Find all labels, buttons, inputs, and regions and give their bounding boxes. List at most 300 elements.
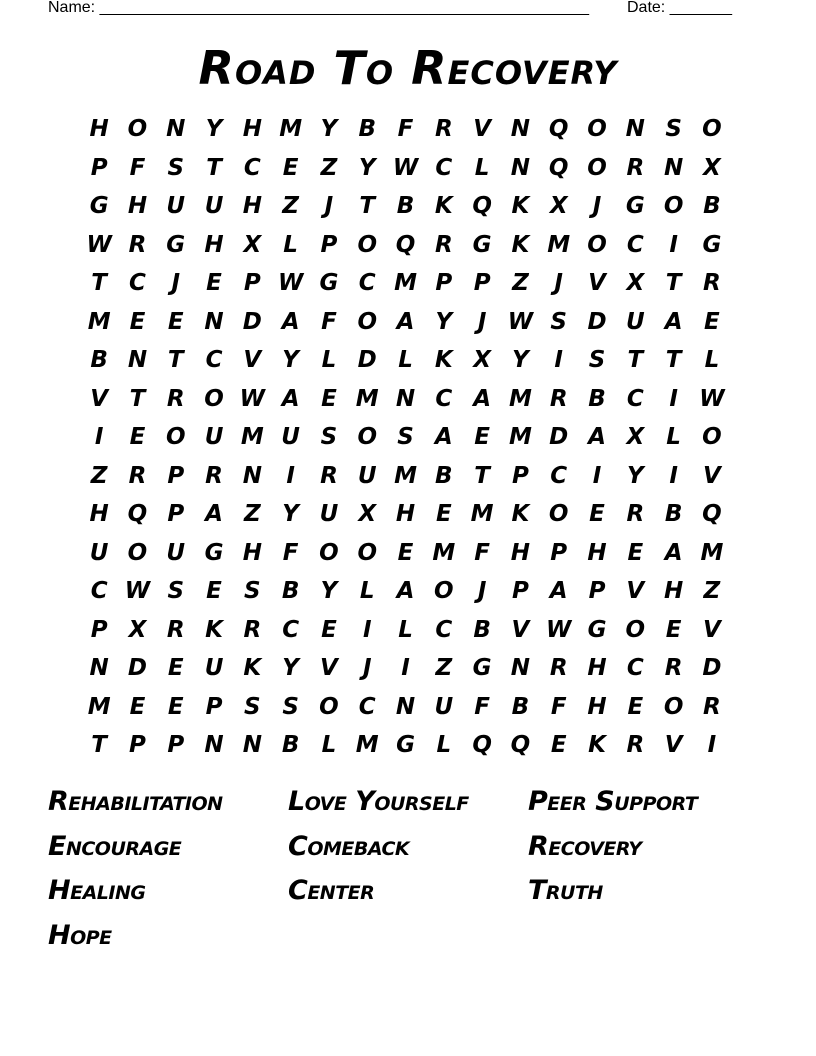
grid-letter[interactable]: C bbox=[358, 270, 376, 296]
grid-letter[interactable]: O bbox=[127, 116, 148, 142]
grid-letter[interactable]: G bbox=[702, 231, 722, 258]
grid-letter[interactable]: F bbox=[129, 154, 146, 181]
grid-letter[interactable]: M bbox=[700, 539, 724, 566]
grid-letter[interactable]: K bbox=[434, 347, 453, 373]
grid-letter[interactable]: C bbox=[550, 462, 568, 489]
grid-letter[interactable]: S bbox=[244, 578, 261, 604]
grid-letter[interactable]: E bbox=[321, 385, 337, 412]
grid-letter[interactable]: P bbox=[435, 270, 453, 296]
grid-letter[interactable]: P bbox=[511, 578, 529, 604]
grid-letter[interactable]: M bbox=[394, 270, 417, 296]
grid-letter[interactable]: M bbox=[394, 462, 417, 489]
grid-letter[interactable]: N bbox=[625, 116, 645, 142]
grid-letter[interactable]: I bbox=[592, 462, 602, 489]
grid-letter[interactable]: D bbox=[242, 308, 262, 335]
grid-letter[interactable]: O bbox=[663, 193, 684, 219]
grid-letter[interactable]: E bbox=[167, 308, 184, 335]
grid-letter[interactable]: Y bbox=[282, 655, 299, 681]
grid-letter[interactable]: L bbox=[474, 154, 490, 181]
grid-letter[interactable]: T bbox=[167, 347, 184, 373]
grid-letter[interactable]: U bbox=[357, 462, 377, 489]
grid-letter[interactable]: R bbox=[128, 462, 147, 489]
grid-letter[interactable]: W bbox=[239, 385, 266, 412]
grid-letter[interactable]: R bbox=[664, 655, 683, 681]
grid-letter[interactable]: D bbox=[357, 347, 377, 373]
grid-letter[interactable]: S bbox=[167, 154, 185, 181]
grid-letter[interactable]: C bbox=[435, 154, 453, 181]
grid-letter[interactable]: I bbox=[669, 462, 678, 489]
grid-letter[interactable]: Q bbox=[127, 501, 148, 527]
grid-letter[interactable]: V bbox=[473, 116, 492, 142]
grid-letter[interactable]: Z bbox=[282, 193, 299, 219]
grid-letter[interactable]: E bbox=[627, 539, 644, 566]
grid-letter[interactable]: Y bbox=[435, 308, 453, 335]
grid-letter[interactable]: H bbox=[587, 539, 607, 566]
grid-letter[interactable]: R bbox=[434, 116, 453, 142]
grid-letter[interactable]: O bbox=[702, 424, 722, 450]
grid-letter[interactable]: L bbox=[321, 347, 337, 373]
grid-letter[interactable]: L bbox=[398, 616, 413, 643]
grid-letter[interactable]: H bbox=[510, 539, 531, 566]
grid-letter[interactable]: N bbox=[204, 308, 224, 335]
grid-letter[interactable]: G bbox=[396, 732, 415, 758]
name-field[interactable]: Name: _______________________________________________________ bbox=[48, 0, 589, 16]
grid-letter[interactable]: C bbox=[243, 154, 261, 181]
grid-letter[interactable]: R bbox=[166, 385, 185, 412]
grid-letter[interactable]: N bbox=[663, 154, 684, 181]
grid-letter[interactable]: X bbox=[549, 193, 568, 219]
grid-letter[interactable]: W bbox=[507, 308, 534, 335]
grid-letter[interactable]: H bbox=[242, 116, 262, 142]
grid-letter[interactable]: W bbox=[699, 385, 725, 412]
grid-letter[interactable]: R bbox=[626, 501, 645, 527]
grid-letter[interactable]: A bbox=[549, 578, 568, 604]
grid-letter[interactable]: T bbox=[665, 347, 682, 373]
grid-letter[interactable]: A bbox=[664, 539, 683, 566]
grid-letter[interactable]: A bbox=[281, 385, 300, 412]
grid-letter[interactable]: O bbox=[357, 424, 377, 450]
grid-letter[interactable]: U bbox=[204, 193, 224, 219]
grid-letter[interactable]: V bbox=[90, 385, 109, 412]
grid-letter[interactable]: T bbox=[129, 385, 146, 412]
grid-row bbox=[80, 264, 731, 303]
grid-letter[interactable]: E bbox=[129, 424, 146, 450]
grid-letter[interactable]: J bbox=[554, 270, 563, 296]
grid-letter[interactable]: S bbox=[320, 424, 338, 450]
grid-letter[interactable]: X bbox=[243, 231, 262, 258]
grid-row bbox=[80, 534, 731, 573]
grid-letter[interactable]: A bbox=[473, 385, 492, 412]
grid-letter[interactable]: H bbox=[127, 193, 148, 219]
grid-letter[interactable]: C bbox=[626, 385, 644, 412]
grid-letter[interactable]: B bbox=[703, 193, 721, 219]
grid-letter[interactable]: M bbox=[508, 424, 532, 450]
grid-letter[interactable]: P bbox=[167, 732, 185, 758]
grid-letter[interactable]: R bbox=[703, 693, 721, 720]
grid-letter[interactable]: H bbox=[587, 655, 607, 681]
grid-letter[interactable]: J bbox=[362, 655, 372, 681]
grid-letter[interactable]: F bbox=[550, 693, 567, 720]
grid-letter[interactable]: O bbox=[587, 116, 607, 142]
grid-row bbox=[80, 726, 731, 765]
grid-letter[interactable]: I bbox=[362, 616, 372, 643]
grid-letter[interactable]: S bbox=[397, 424, 414, 450]
grid-letter[interactable]: R bbox=[549, 655, 568, 681]
grid-letter[interactable]: I bbox=[707, 732, 717, 758]
grid-letter[interactable]: P bbox=[320, 231, 338, 258]
grid-letter[interactable]: Y bbox=[358, 154, 376, 181]
grid-letter[interactable]: G bbox=[166, 231, 186, 258]
grid-letter[interactable]: A bbox=[396, 308, 415, 335]
grid-letter[interactable]: O bbox=[319, 539, 339, 566]
grid-letter[interactable]: V bbox=[702, 616, 721, 643]
grid-letter[interactable]: E bbox=[129, 693, 146, 720]
grid-letter[interactable]: H bbox=[242, 193, 262, 219]
grid-letter[interactable]: T bbox=[206, 154, 222, 181]
grid-letter[interactable]: M bbox=[87, 308, 111, 335]
grid-letter[interactable]: K bbox=[511, 231, 530, 258]
grid-letter[interactable]: E bbox=[167, 693, 184, 720]
grid-letter[interactable]: S bbox=[244, 693, 261, 720]
grid-letter[interactable]: H bbox=[242, 539, 262, 566]
grid-letter[interactable]: V bbox=[626, 578, 645, 604]
grid-letter[interactable]: I bbox=[94, 424, 104, 450]
grid-letter[interactable]: O bbox=[204, 385, 224, 412]
grid-letter[interactable]: E bbox=[129, 308, 146, 335]
grid-letter[interactable]: W bbox=[86, 231, 112, 258]
grid-letter[interactable]: O bbox=[587, 154, 607, 181]
grid-letter[interactable]: B bbox=[396, 193, 415, 219]
grid-letter[interactable]: U bbox=[166, 193, 186, 219]
grid-letter[interactable]: L bbox=[359, 578, 375, 604]
date-field[interactable]: Date: _______ bbox=[627, 0, 732, 16]
grid-letter[interactable]: S bbox=[550, 308, 567, 335]
word-list-item: Healing bbox=[48, 875, 146, 906]
grid-letter[interactable]: Y bbox=[626, 462, 644, 489]
word-list-item: Hope bbox=[48, 919, 112, 951]
grid-letter[interactable]: P bbox=[167, 501, 185, 527]
grid-letter[interactable]: B bbox=[588, 385, 606, 412]
grid-letter[interactable]: E bbox=[321, 616, 337, 643]
grid-letter[interactable]: D bbox=[549, 424, 569, 450]
grid-letter[interactable]: E bbox=[704, 308, 720, 335]
grid-letter[interactable]: O bbox=[357, 231, 377, 258]
grid-letter[interactable]: O bbox=[434, 578, 454, 604]
grid-letter[interactable]: I bbox=[554, 347, 563, 373]
grid-letter[interactable]: K bbox=[511, 193, 530, 219]
grid-letter[interactable]: O bbox=[165, 424, 186, 450]
grid-letter[interactable]: C bbox=[626, 231, 644, 258]
grid-letter[interactable]: D bbox=[127, 655, 147, 681]
grid-letter[interactable]: N bbox=[395, 693, 416, 720]
grid-letter[interactable]: Y bbox=[282, 347, 299, 373]
grid-letter[interactable]: R bbox=[549, 385, 568, 412]
grid-letter[interactable]: K bbox=[511, 501, 530, 527]
grid-letter[interactable]: E bbox=[397, 539, 414, 566]
grid-letter[interactable]: C bbox=[205, 347, 223, 373]
grid-letter[interactable]: N bbox=[242, 462, 262, 489]
grid-letter[interactable]: U bbox=[319, 501, 339, 527]
grid-letter[interactable]: F bbox=[282, 539, 299, 566]
grid-letter[interactable]: N bbox=[242, 732, 262, 758]
grid-letter[interactable]: U bbox=[204, 424, 224, 450]
grid-letter[interactable]: O bbox=[702, 116, 722, 142]
grid-letter[interactable]: M bbox=[432, 539, 456, 566]
grid-letter[interactable]: J bbox=[171, 270, 181, 296]
grid-letter[interactable]: E bbox=[167, 655, 184, 681]
grid-letter[interactable]: H bbox=[663, 578, 684, 604]
grid-letter[interactable]: C bbox=[282, 616, 300, 643]
grid-letter[interactable]: H bbox=[89, 501, 109, 527]
grid-letter[interactable]: O bbox=[548, 501, 569, 527]
grid-letter[interactable]: E bbox=[550, 732, 567, 758]
grid-letter[interactable]: Z bbox=[243, 501, 261, 527]
grid-letter[interactable]: N bbox=[510, 154, 531, 181]
grid-letter[interactable]: W bbox=[277, 270, 304, 296]
grid-letter[interactable]: Q bbox=[472, 732, 492, 758]
grid-letter[interactable]: V bbox=[588, 270, 606, 296]
grid-letter[interactable]: T bbox=[474, 462, 490, 489]
grid-letter[interactable]: P bbox=[90, 154, 108, 181]
grid-letter[interactable]: J bbox=[477, 578, 487, 604]
grid-letter[interactable]: G bbox=[472, 231, 492, 258]
grid-letter[interactable]: P bbox=[511, 462, 529, 489]
grid-letter[interactable]: T bbox=[91, 732, 107, 758]
grid-letter[interactable]: G bbox=[625, 193, 645, 219]
grid-letter[interactable]: D bbox=[587, 308, 607, 335]
grid-letter[interactable]: B bbox=[435, 462, 453, 489]
grid-letter[interactable]: V bbox=[320, 655, 338, 681]
grid-letter[interactable]: E bbox=[589, 501, 605, 527]
grid-letter[interactable]: R bbox=[626, 154, 645, 181]
grid-letter[interactable]: B bbox=[90, 347, 108, 373]
grid-letter[interactable]: H bbox=[89, 116, 109, 142]
grid-letter[interactable]: R bbox=[166, 616, 185, 643]
grid-letter[interactable]: B bbox=[358, 116, 376, 142]
grid-letter[interactable]: P bbox=[550, 539, 568, 566]
grid-letter[interactable]: O bbox=[357, 539, 377, 566]
grid-letter[interactable]: C bbox=[435, 385, 453, 412]
grid-letter[interactable]: X bbox=[626, 424, 645, 450]
grid-letter[interactable]: W bbox=[392, 154, 419, 181]
grid-letter[interactable]: A bbox=[205, 501, 223, 527]
grid-letter[interactable]: P bbox=[129, 732, 146, 758]
grid-letter[interactable]: O bbox=[587, 231, 607, 258]
grid-letter[interactable]: N bbox=[127, 347, 148, 373]
grid-letter[interactable]: Y bbox=[320, 116, 338, 142]
grid-letter[interactable]: K bbox=[588, 732, 606, 758]
grid-letter[interactable]: G bbox=[204, 539, 224, 566]
grid-row bbox=[80, 341, 731, 380]
grid-letter[interactable]: S bbox=[588, 347, 606, 373]
grid-letter[interactable]: R bbox=[205, 462, 223, 489]
grid-letter[interactable]: Z bbox=[435, 655, 453, 681]
grid-letter[interactable]: Q bbox=[548, 116, 569, 142]
grid-letter[interactable]: C bbox=[129, 270, 146, 296]
grid-letter[interactable]: P bbox=[167, 462, 185, 489]
grid-letter[interactable]: X bbox=[358, 501, 377, 527]
grid-letter[interactable]: I bbox=[669, 385, 678, 412]
grid-letter[interactable]: R bbox=[703, 270, 721, 296]
grid-letter[interactable]: P bbox=[90, 616, 108, 643]
grid-letter[interactable]: A bbox=[434, 424, 453, 450]
grid-letter[interactable]: P bbox=[243, 270, 261, 296]
grid-letter[interactable]: Z bbox=[90, 462, 108, 489]
grid-letter[interactable]: C bbox=[435, 616, 453, 643]
grid-letter[interactable]: P bbox=[473, 270, 491, 296]
grid-letter[interactable]: C bbox=[358, 693, 376, 720]
grid-letter[interactable]: M bbox=[355, 385, 379, 412]
grid-letter[interactable]: E bbox=[206, 578, 222, 604]
grid-letter[interactable]: I bbox=[669, 231, 678, 258]
grid-letter[interactable]: Q bbox=[548, 154, 569, 181]
grid-letter[interactable]: U bbox=[166, 539, 186, 566]
grid-letter[interactable]: G bbox=[472, 655, 492, 681]
grid-letter[interactable]: M bbox=[355, 732, 379, 758]
grid-letter[interactable]: I bbox=[286, 462, 295, 489]
grid-letter[interactable]: A bbox=[281, 308, 300, 335]
grid-letter[interactable]: B bbox=[511, 693, 530, 720]
grid-letter[interactable]: U bbox=[625, 308, 645, 335]
grid-letter[interactable]: Q bbox=[472, 193, 492, 219]
grid-letter[interactable]: M bbox=[279, 116, 303, 142]
grid-letter[interactable]: E bbox=[474, 424, 490, 450]
grid-letter[interactable]: R bbox=[434, 231, 453, 258]
grid-letter[interactable]: A bbox=[664, 308, 683, 335]
grid-letter[interactable]: L bbox=[398, 347, 413, 373]
grid-letter[interactable]: J bbox=[592, 193, 602, 219]
grid-letter[interactable]: W bbox=[124, 578, 151, 604]
grid-letter[interactable]: O bbox=[127, 539, 148, 566]
grid-letter[interactable]: O bbox=[319, 693, 339, 720]
grid-letter[interactable]: O bbox=[625, 616, 646, 643]
grid-letter[interactable]: N bbox=[510, 116, 531, 142]
grid-letter[interactable]: M bbox=[547, 231, 571, 258]
grid-letter[interactable]: T bbox=[91, 270, 107, 296]
grid-letter[interactable]: L bbox=[704, 347, 720, 373]
grid-letter[interactable]: C bbox=[626, 655, 644, 681]
grid-letter[interactable]: M bbox=[240, 424, 264, 450]
grid-letter[interactable]: E bbox=[665, 616, 682, 643]
grid-letter[interactable]: R bbox=[128, 231, 147, 258]
grid-letter[interactable]: Z bbox=[320, 154, 338, 181]
grid-letter[interactable]: N bbox=[510, 655, 531, 681]
grid-letter[interactable]: U bbox=[434, 693, 454, 720]
grid-letter[interactable]: S bbox=[665, 116, 682, 142]
grid-letter[interactable]: G bbox=[319, 270, 339, 296]
grid-letter[interactable]: X bbox=[626, 270, 645, 296]
grid-letter[interactable]: Y bbox=[320, 578, 338, 604]
grid-letter[interactable]: C bbox=[90, 578, 108, 604]
grid-letter[interactable]: Q bbox=[702, 501, 722, 527]
grid-letter[interactable]: L bbox=[666, 424, 681, 450]
grid-letter[interactable]: R bbox=[243, 616, 262, 643]
grid-letter[interactable]: B bbox=[473, 616, 491, 643]
grid-letter[interactable]: K bbox=[205, 616, 223, 643]
grid-letter[interactable]: T bbox=[359, 193, 376, 219]
grid-letter[interactable]: N bbox=[395, 385, 416, 412]
grid-letter[interactable]: N bbox=[166, 116, 186, 142]
grid-letter[interactable]: H bbox=[587, 693, 607, 720]
grid-letter[interactable]: B bbox=[281, 578, 300, 604]
grid-letter[interactable]: U bbox=[204, 655, 224, 681]
word-list-item: Love Yourself bbox=[288, 786, 469, 817]
grid-letter[interactable]: E bbox=[627, 693, 644, 720]
grid-letter[interactable]: V bbox=[702, 462, 721, 489]
grid-letter[interactable]: U bbox=[281, 424, 300, 450]
grid-letter[interactable]: S bbox=[282, 693, 299, 720]
grid-letter[interactable]: F bbox=[397, 116, 414, 142]
grid-letter[interactable]: W bbox=[546, 616, 572, 643]
grid-letter[interactable]: X bbox=[473, 347, 491, 373]
grid-letter[interactable]: F bbox=[474, 693, 490, 720]
grid-letter[interactable]: N bbox=[89, 655, 109, 681]
grid-letter[interactable]: K bbox=[434, 193, 453, 219]
grid-letter[interactable]: H bbox=[395, 501, 416, 527]
grid-letter[interactable]: M bbox=[87, 693, 111, 720]
grid-letter[interactable]: L bbox=[436, 732, 452, 758]
word-list-item: Center bbox=[288, 875, 375, 906]
grid-letter[interactable]: F bbox=[321, 308, 337, 335]
word-list-item: Encourage bbox=[48, 830, 182, 862]
grid-letter[interactable]: J bbox=[324, 193, 334, 219]
grid-letter[interactable]: M bbox=[470, 501, 494, 527]
grid-letter[interactable]: R bbox=[626, 732, 645, 758]
grid-letter[interactable]: X bbox=[128, 616, 147, 643]
grid-letter[interactable]: D bbox=[702, 655, 722, 681]
grid-letter[interactable]: B bbox=[664, 501, 683, 527]
grid-letter[interactable]: Q bbox=[395, 231, 416, 258]
grid-letter[interactable]: X bbox=[703, 154, 721, 181]
grid-letter[interactable]: T bbox=[627, 347, 644, 373]
grid-letter[interactable]: L bbox=[283, 231, 298, 258]
grid-letter[interactable]: V bbox=[243, 347, 262, 373]
grid-letter[interactable]: Z bbox=[512, 270, 529, 296]
grid-letter[interactable]: L bbox=[321, 732, 337, 758]
grid-letter[interactable]: Y bbox=[512, 347, 529, 373]
grid-letter[interactable]: Y bbox=[282, 501, 299, 527]
grid-letter[interactable]: I bbox=[401, 655, 410, 681]
grid-letter[interactable]: A bbox=[396, 578, 415, 604]
grid-letter[interactable]: Y bbox=[205, 116, 223, 142]
grid-letter[interactable]: Q bbox=[510, 732, 531, 758]
grid-letter[interactable]: E bbox=[282, 154, 299, 181]
grid-letter[interactable]: N bbox=[204, 732, 224, 758]
grid-letter[interactable]: J bbox=[477, 308, 487, 335]
grid-letter[interactable]: G bbox=[587, 616, 607, 643]
grid-letter[interactable]: U bbox=[89, 539, 109, 566]
grid-letter[interactable]: E bbox=[435, 501, 452, 527]
grid-letter[interactable]: Z bbox=[703, 578, 721, 604]
grid-letter[interactable]: P bbox=[588, 578, 606, 604]
grid-letter[interactable]: P bbox=[205, 693, 223, 720]
grid-letter[interactable]: R bbox=[320, 462, 338, 489]
grid-letter[interactable]: K bbox=[243, 655, 262, 681]
grid-letter[interactable]: M bbox=[508, 385, 532, 412]
grid-letter[interactable]: O bbox=[663, 693, 684, 720]
grid-letter[interactable]: H bbox=[204, 231, 224, 258]
grid-letter[interactable]: T bbox=[665, 270, 682, 296]
grid-letter[interactable]: G bbox=[89, 193, 109, 219]
grid-letter[interactable]: B bbox=[281, 732, 300, 758]
grid-letter[interactable]: E bbox=[206, 270, 222, 296]
grid-letter[interactable]: V bbox=[664, 732, 683, 758]
grid-letter[interactable]: F bbox=[474, 539, 490, 566]
grid-letter[interactable]: S bbox=[167, 578, 185, 604]
grid-letter[interactable]: V bbox=[511, 616, 530, 643]
grid-letter[interactable]: A bbox=[588, 424, 606, 450]
grid-letter[interactable]: O bbox=[357, 308, 377, 335]
